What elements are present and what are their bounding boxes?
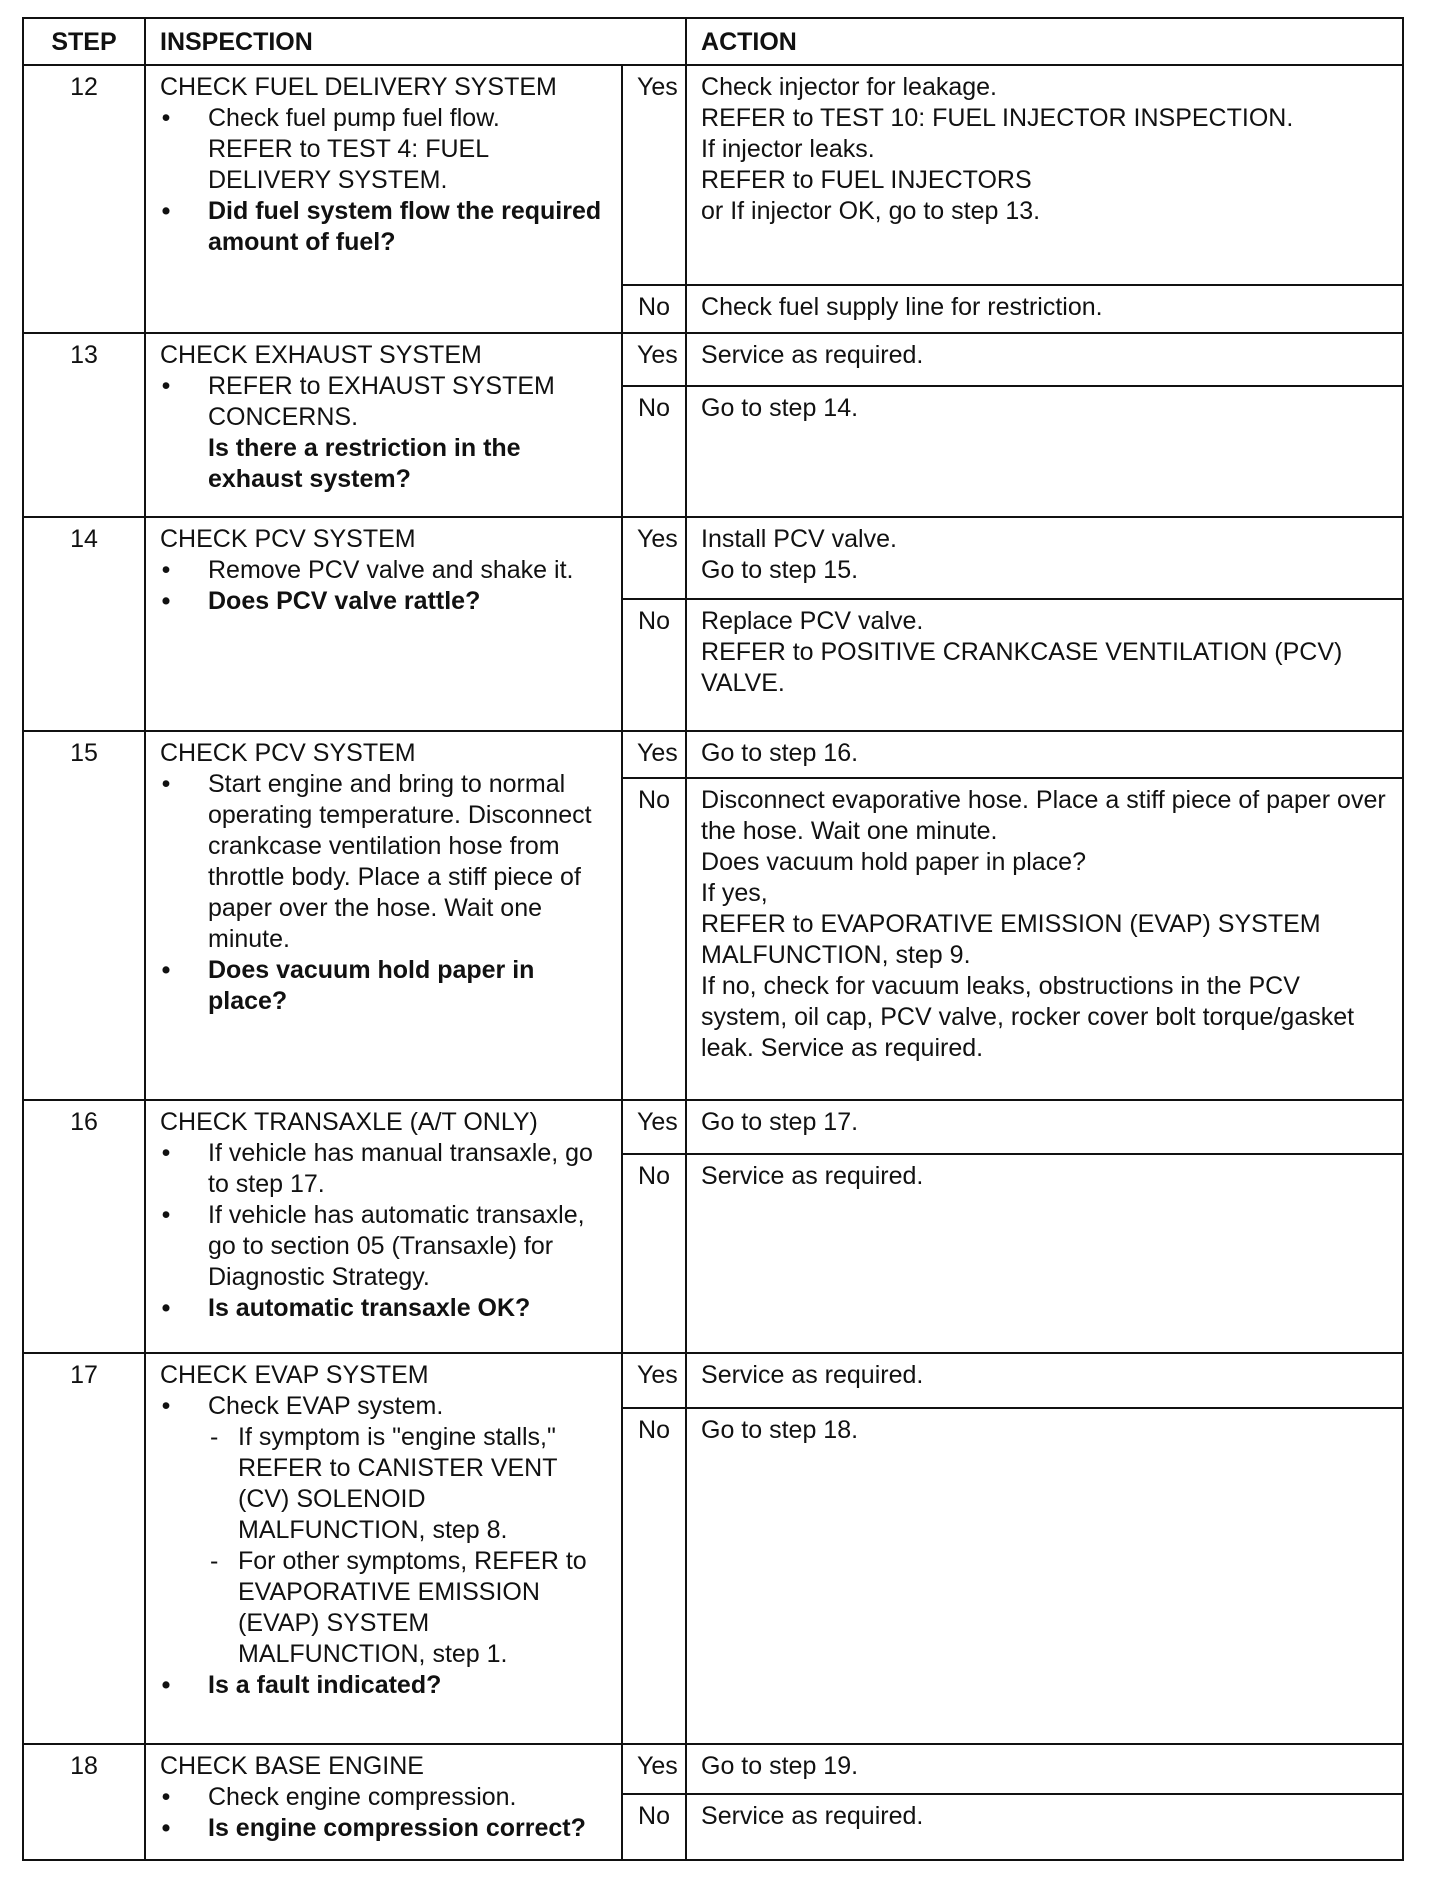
question-bullet: • Does PCV valve rattle? — [160, 586, 607, 617]
no-label: No — [622, 386, 686, 517]
yes-label: Yes — [622, 517, 686, 599]
question-text: Is there a restriction in the exhaust system? — [208, 433, 521, 493]
step-number: 17 — [23, 1353, 145, 1743]
yes-action: Go to step 19. — [686, 1744, 1403, 1794]
step-number: 16 — [23, 1100, 145, 1353]
no-label: No — [622, 1794, 686, 1860]
header-inspection: INSPECTION — [145, 18, 686, 65]
yes-label: Yes — [622, 731, 686, 779]
instruction-bullet: • Check EVAP system. - If symptom is "engine stalls," REFER to CANISTER VENT (CV) SOLENOID MALFUNCTION, step 8. - For other symptoms, REFER to EVAPORATIVE EMISSION (EVAP) SYSTEM MALFUNCTION, step 1. — [160, 1391, 607, 1670]
instruction-bullet: • Check fuel pump fuel flow. REFER to TEST 4: FUEL DELIVERY SYSTEM. — [160, 103, 607, 196]
question-bullet: • Does vacuum hold paper in place? — [160, 955, 607, 1017]
step-number: 12 — [23, 65, 145, 333]
header-row — [23, 18, 1403, 65]
instruction-bullet: • If vehicle has automatic transaxle, go to section 05 (Transaxle) for Diagnostic Strategy. — [160, 1200, 607, 1293]
step-title: CHECK BASE ENGINE — [160, 1751, 424, 1780]
yes-label: Yes — [622, 1353, 686, 1407]
no-action: Check fuel supply line for restriction. — [686, 285, 1403, 333]
yes-action: Service as required. — [686, 333, 1403, 386]
yes-action: Service as required. — [686, 1353, 1403, 1407]
step-17-inspection — [145, 1353, 622, 1743]
question-bullet: • Is automatic transaxle OK? — [160, 1293, 607, 1324]
yes-action: Go to step 17. — [686, 1100, 1403, 1154]
sub-instruction: - For other symptoms, REFER to EVAPORATIVE EMISSION (EVAP) SYSTEM MALFUNCTION, step 1. — [208, 1546, 607, 1670]
no-action: Go to step 18. — [686, 1408, 1403, 1744]
step-title: CHECK EXHAUST SYSTEM — [160, 340, 482, 369]
question-bullet: • Did fuel system flow the required amount of fuel? — [160, 196, 607, 258]
step-13-inspection — [145, 333, 622, 518]
no-action: Service as required. — [686, 1154, 1403, 1353]
step-title: CHECK EVAP SYSTEM — [160, 1361, 429, 1390]
step-number: 13 — [23, 333, 145, 518]
step-number: 15 — [23, 731, 145, 1100]
no-label: No — [622, 1408, 686, 1744]
step-18-yes-row — [23, 1744, 1403, 1794]
no-action: Disconnect evaporative hose. Place a stiff piece of paper over the hose. Wait one minute. Does vacuum hold paper in place? If yes, REFER to EVAPORATIVE EMISSION (EVAP) SYSTEM MALFUNCTION, step 9. If no, check for vacuum leaks, obstructions in the PCV system, oil cap, PCV valve, rocker cover bolt torque/gasket leak. Service as required. — [686, 778, 1403, 1100]
step-title: CHECK PCV SYSTEM — [160, 525, 416, 554]
step-14-yes-row — [23, 517, 1403, 599]
instruction-bullet: • Start engine and bring to normal operating temperature. Disconnect crankcase ventilation hose from throttle body. Place a stiff piece of paper over the hose. Wait one minute. — [160, 769, 607, 955]
instruction-bullet: • REFER to EXHAUST SYSTEM CONCERNS. Is there a restriction in the exhaust system? — [160, 371, 607, 495]
header-step: STEP — [23, 18, 145, 65]
step-title: CHECK PCV SYSTEM — [160, 738, 416, 767]
sub-instruction: - If symptom is "engine stalls," REFER to CANISTER VENT (CV) SOLENOID MALFUNCTION, step 8. — [208, 1422, 607, 1546]
yes-label: Yes — [622, 1744, 686, 1794]
yes-label: Yes — [622, 1100, 686, 1154]
step-16-yes-row — [23, 1100, 1403, 1154]
no-label: No — [622, 778, 686, 1100]
no-label: No — [622, 1154, 686, 1353]
step-12-yes-row — [23, 65, 1403, 285]
header-action: ACTION — [686, 18, 1403, 65]
yes-action: Go to step 16. — [686, 731, 1403, 779]
instruction-bullet: • If vehicle has manual transaxle, go to step 17. — [160, 1138, 607, 1200]
step-15-yes-row — [23, 731, 1403, 779]
diagnostic-table — [22, 17, 1404, 1861]
instruction-bullet: • Check engine compression. — [160, 1782, 607, 1813]
step-15-inspection — [145, 731, 622, 1100]
question-bullet: • Is a fault indicated? — [160, 1670, 607, 1701]
step-number: 18 — [23, 1744, 145, 1860]
instruction-bullet: • Remove PCV valve and shake it. — [160, 555, 607, 586]
step-18-inspection — [145, 1744, 622, 1860]
step-title: CHECK TRANSAXLE (A/T ONLY) — [160, 1108, 538, 1137]
step-13-yes-row — [23, 333, 1403, 386]
no-label: No — [622, 285, 686, 333]
no-action: Service as required. — [686, 1794, 1403, 1860]
step-12-inspection — [145, 65, 622, 333]
yes-action: Install PCV valve. Go to step 15. — [686, 517, 1403, 599]
no-label: No — [622, 599, 686, 731]
yes-label: Yes — [622, 333, 686, 386]
question-bullet: • Is engine compression correct? — [160, 1813, 607, 1844]
step-number: 14 — [23, 517, 145, 730]
yes-action: Check injector for leakage. REFER to TEST 10: FUEL INJECTOR INSPECTION. If injector leaks. REFER to FUEL INJECTORS or If injector OK, go to step 13. — [686, 65, 1403, 285]
step-14-inspection — [145, 517, 622, 730]
yes-label: Yes — [622, 65, 686, 285]
step-title: CHECK FUEL DELIVERY SYSTEM — [160, 73, 557, 101]
step-16-inspection — [145, 1100, 622, 1353]
no-action: Go to step 14. — [686, 386, 1403, 517]
no-action: Replace PCV valve. REFER to POSITIVE CRANKCASE VENTILATION (PCV) VALVE. — [686, 599, 1403, 731]
step-17-yes-row — [23, 1353, 1403, 1407]
